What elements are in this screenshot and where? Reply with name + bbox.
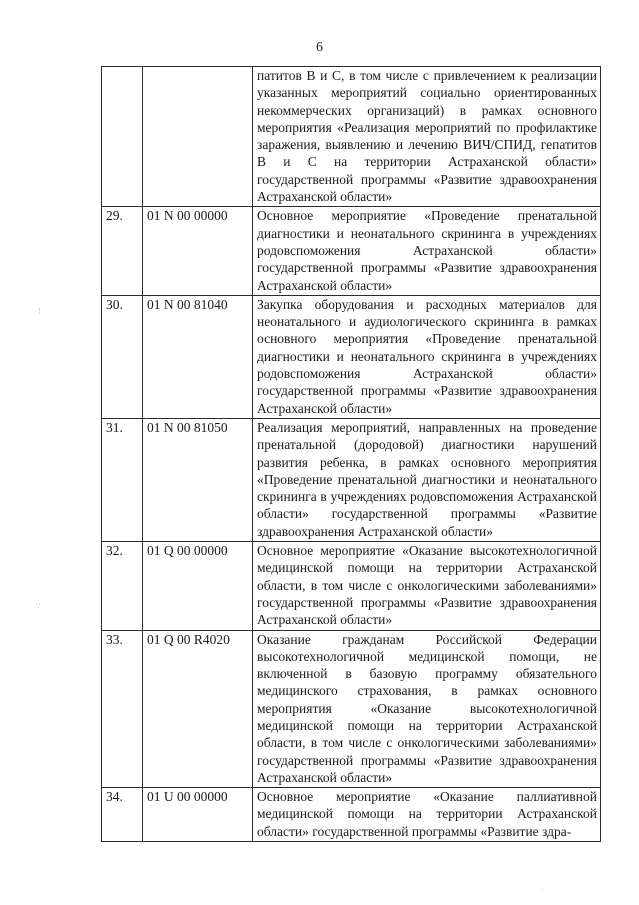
row-description: Основное мероприятие «Оказание паллиативной медицинской помощи на территории Астраханской области» государственной программы «Развитие здра- — [253, 788, 601, 842]
row-code: 01 U 00 00000 — [143, 788, 253, 842]
row-number: 29. — [102, 207, 143, 295]
table-row — [102, 207, 601, 295]
row-description: Закупка оборудования и расходных материалов для неонатального и аудиологического скрининга в рамках основного мероприятия «Проведение пренатальной диагностики и неонатального скрининга в учреждениях родовспоможения Астраханской области» государственной программы «Развитие здравоохранения Астраханской области» — [253, 295, 601, 418]
row-description: Реализация мероприятий, направленных на проведение пренатальной (дородовой) диагностики нарушений развития ребенка, в рамках основного мероприятия «Проведение пренатальной диагностики и неонатального скрининга в учреждениях родовспоможения Астраханской области» государственной программы «Развитие здравоохранения Астраханской области» — [253, 418, 601, 541]
row-code: 01 N 00 00000 — [143, 207, 253, 295]
row-description: Основное мероприятие «Проведение пренатальной диагностики и неонатального скрининга в учреждениях родовспоможения Астраханской области» государственной программы «Развитие здравоохранения Астраханской области» — [253, 207, 601, 295]
row-code: 01 Q 00 R4020 — [143, 630, 253, 788]
row-number: 33. — [102, 630, 143, 788]
row-number — [102, 67, 143, 207]
row-code — [143, 67, 253, 207]
table-row — [102, 67, 601, 207]
row-code: 01 Q 00 00000 — [143, 542, 253, 630]
table-row — [102, 418, 601, 541]
row-number: 31. — [102, 418, 143, 541]
row-description: Оказание гражданам Российской Федерации высокотехнологичной медицинской помощи, не включенной в базовую программу обязательного медицинского страхования, в рамках основного мероприятия «Оказание высокотехнологичной медицинской помощи на территории Астраханской области, в том числе с онкологическими заболеваниями» государственной программы «Развитие здравоохранения Астраханской области» — [253, 630, 601, 788]
table-row — [102, 630, 601, 788]
row-number: 30. — [102, 295, 143, 418]
row-number: 32. — [102, 542, 143, 630]
table-row — [102, 295, 601, 418]
row-description: патитов В и С, в том числе с привлечением к реализации указанных мероприятий социально ориентированных некоммерческих организаций) в рамках основного мероприятия «Реализация мероприятий по профилактике заражения, выявлению и лечению ВИЧ/СПИД, гепатитов В и С на территории Астраханской области» государственной программы «Развитие здравоохранения Астраханской области» — [253, 67, 601, 207]
budget-classification-table — [101, 66, 601, 842]
row-number: 34. — [102, 788, 143, 842]
page-number: 6 — [316, 40, 323, 55]
table-row — [102, 788, 601, 842]
row-description: Основное мероприятие «Оказание высокотехнологичной медицинской помощи на территории Астраханской области, в том числе с онкологическими заболеваниями» государственной программы «Развитие здравоохранения Астраханской области» — [253, 542, 601, 630]
row-code: 01 N 00 81040 — [143, 295, 253, 418]
scan-speck: ∵ — [36, 602, 41, 610]
scan-speck: ⋮ — [36, 307, 43, 315]
row-code: 01 N 00 81050 — [143, 418, 253, 541]
scan-speck: · — [541, 886, 544, 894]
table-row — [102, 542, 601, 630]
